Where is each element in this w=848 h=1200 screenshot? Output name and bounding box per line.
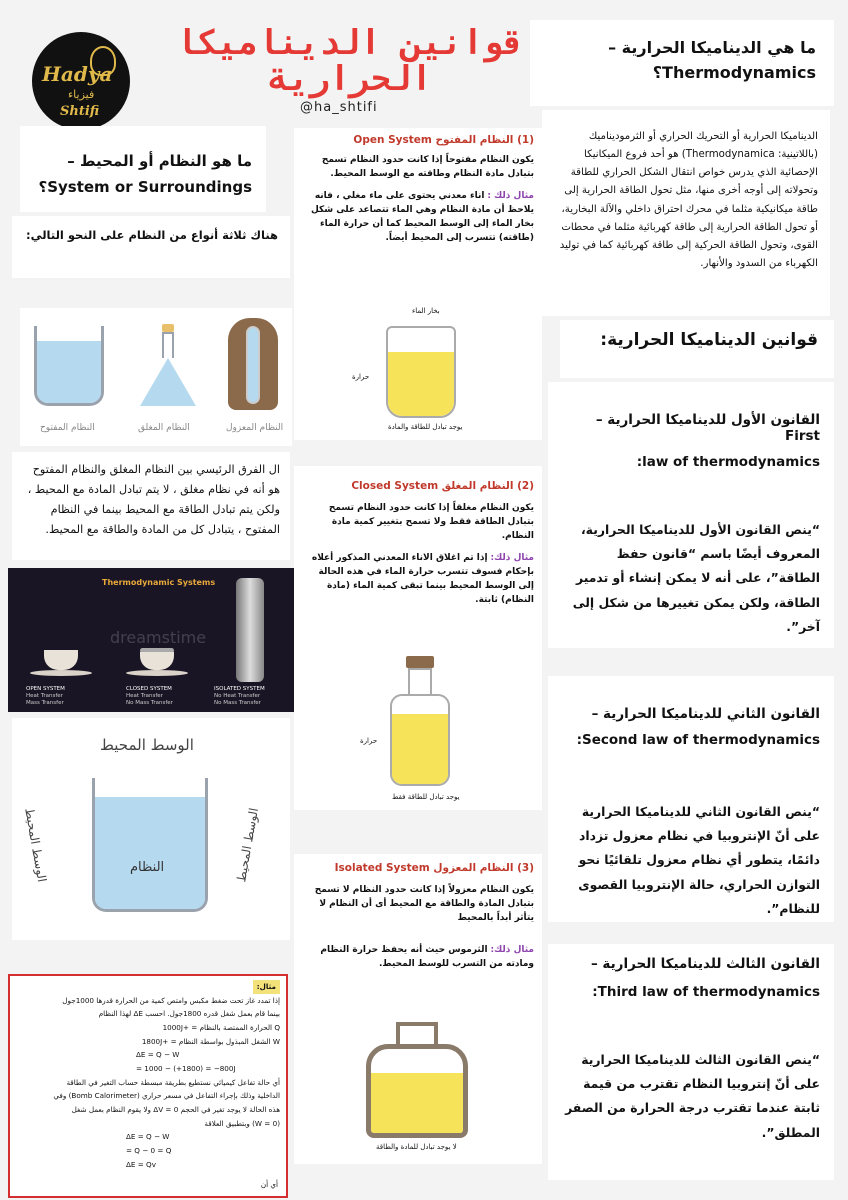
first-law-text: “ينص القانون الأول للديناميكا الحرارية، المعروف أيضًا باسم “قانون حفظ الطاقة”، على أنه لا يمكن إنشاء أو تدمير الطاقة، ولكن يمكن تغييرها من شكل إلى آخر”. bbox=[572, 522, 820, 634]
example-line-8: الداخلية وذلك بإجراء التفاعل في مسعر حراري (Bomb Calorimeter) وفي bbox=[53, 1091, 280, 1101]
definition-text: الديناميكا الحرارية أو التحريك الحراري أو الثرموديناميك (باللاتينية: Thermodynamica) هو أحد فروع الميكانيكا الإحصائية الذي يدرس خواص انتقال الشكل الحراري للطاقة وتحولاته إلى أوجه أخرى منها، مثل تحول الطاقة الحرارية إلى طاقة ميكانيكية مثلما في محرك احتراق داخلي والآلة البخارية، أو تحول الطاقة الحرارية إلى طاقة كهربائية مثلما في محطات القوى، وتحول الطاقة الحركية إلى طاقة كهربائية كما في توليد الكهرباء من السدود والأنهار. bbox=[559, 131, 818, 270]
thermo-title: Thermodynamic Systems bbox=[102, 578, 216, 587]
system-heading-en: System or Surroundings؟ bbox=[38, 178, 252, 196]
system-beaker bbox=[92, 778, 208, 912]
example-line-14: أي أن bbox=[260, 1180, 278, 1190]
thermos-diagram bbox=[366, 1022, 468, 1138]
heat-label-open: حرارة bbox=[352, 373, 370, 381]
first-law-heading: القانون الأول للديناميكا الحرارية – First bbox=[595, 412, 820, 444]
title-line-1: قوانين الديناميكا bbox=[176, 23, 524, 63]
open-caption: يوجد تبادل للطاقة والمادة bbox=[388, 423, 463, 431]
logo-handle: Shtifi bbox=[60, 104, 100, 119]
laws-heading: قوانين الديناميكا الحرارية: bbox=[600, 330, 818, 350]
beakers-illustration bbox=[20, 308, 292, 446]
thermodynamic-systems-image bbox=[8, 568, 296, 712]
cup-label-isolated: ISOLATED SYSTEM No Heat Transfer No Mass Transfer bbox=[214, 686, 265, 707]
closed-example-text: إذا تم اغلاق الاناء المعدني المذكور أعلاه بإحكام فسوف تتسرب حرارة الماء في هذه الحالة إلى الوسط المحيط بينما تبقى كمية الماء (مادة النظام) ثابتة. bbox=[311, 552, 534, 605]
open-example-label: مثال ذلك : bbox=[487, 190, 534, 201]
open-system-heading: (1) النظام المفتوح Open System bbox=[353, 134, 534, 146]
closed-cup bbox=[126, 648, 188, 680]
example-line-2: بينما قام بعمل شغل قدره 1800جول. احسب ΔE لهذا النظام bbox=[98, 1009, 280, 1019]
closed-system-heading: (2) النظام المغلق Closed System bbox=[351, 480, 534, 492]
isolated-system-card bbox=[294, 854, 542, 1164]
thermos-flask bbox=[236, 578, 264, 682]
example-line-9: هذه الحالة لا يوجد تغير في الحجم ΔV = 0 ولا يقوم النظام بعمل شغل bbox=[71, 1105, 280, 1115]
open-beaker bbox=[34, 326, 104, 406]
example-line-5: ΔE = Q − W bbox=[136, 1050, 180, 1060]
system-intro-card bbox=[12, 216, 290, 278]
second-law-heading: القانون الثاني للديناميكا الحرارية – bbox=[591, 706, 820, 722]
isolated-tube bbox=[228, 318, 278, 410]
difference-text: ال الفرق الرئيسي بين النظام المغلق والنظام المفتوح هو أنه في نظام مغلق ، لا يتم تبادل المادة مع المحيط ، ولكن يتم تبادل الطاقة مع المحيط بينما في النظام المفتوح ، يتبادل كل من المادة والطاقة مع المحيط. bbox=[27, 463, 280, 537]
logo-name: Hadya bbox=[42, 62, 113, 86]
example-line-7: أي حالة تفاعل كيميائي نستطيع بطريقة مبسطة حساب التغير في الطاقة bbox=[66, 1077, 280, 1087]
definition-card bbox=[542, 110, 830, 316]
closed-example-label: مثال ذلك: bbox=[490, 552, 534, 563]
example-line-12: = Q − 0 = Q bbox=[126, 1146, 172, 1156]
example-line-4: W الشغل المبذول بواسطة النظام = +1800J bbox=[141, 1036, 280, 1046]
example-line-3: Q الحرارة الممتصة بالنظام = +1000J bbox=[162, 1023, 280, 1033]
difference-card bbox=[12, 452, 290, 560]
surroundings-diagram bbox=[12, 718, 290, 940]
second-law-heading-en: Second law of thermodynamics: bbox=[576, 732, 820, 748]
what-is-heading: ما هي الديناميكا الحرارية – bbox=[608, 38, 816, 57]
open-system-card bbox=[294, 128, 542, 440]
closed-bottle-diagram bbox=[390, 656, 450, 786]
example-line-6: = 1000 − (+1800) = −800J bbox=[136, 1064, 236, 1074]
closed-caption: يوجد تبادل للطاقة فقط bbox=[392, 793, 460, 801]
third-law-card bbox=[548, 944, 834, 1180]
title-line-2: الحرارية bbox=[268, 58, 432, 99]
isolated-example-text: الثرموس حيث أنه يحفظ حرارة النظام ومادته من التسرب للوسط المحيط. bbox=[320, 944, 534, 969]
example-line-10: (W = 0) وبتطبيق العلاقة bbox=[204, 1118, 280, 1128]
third-law-heading-en: Third law of thermodynamics: bbox=[592, 984, 820, 1000]
heat-label-closed: حرارة bbox=[360, 737, 378, 745]
second-law-text: “ينص القانون الثاني للديناميكا الحرارية على أنّ الإنتروبيا في نظام معزول تزداد دائمًا، يتطور أي نظام معزول تلقائيًا نحو التوازن الحراري، حالة الإنتروبيا القصوى للنظام”. bbox=[578, 804, 820, 916]
what-is-card bbox=[530, 20, 834, 106]
system-label: النظام bbox=[130, 860, 165, 875]
watermark: dreamstime bbox=[110, 628, 207, 647]
flask bbox=[140, 324, 196, 408]
isolated-caption: لا يوجد تبادل للمادة والطاقة bbox=[376, 1143, 457, 1151]
social-handle: @ha_shtifi bbox=[300, 100, 378, 115]
beaker-label-open: النظام المفتوح bbox=[40, 423, 95, 433]
isolated-system-heading: (3) النظام المعزول Isolated System bbox=[334, 862, 534, 874]
example-box bbox=[8, 974, 288, 1198]
third-law-text: “ينص القانون الثالث للديناميكا الحرارية على أنّ إنتروبيا النظام تقترب من قيمة ثابتة عندما تقترب درجة الحرارة من الصفر المطلق”. bbox=[565, 1052, 820, 1140]
closed-system-text: يكون النظام مغلقاً إذا كانت حدود النظام تسمح بتبادل الطاقة فقط ولا تسمح بتغيير كمية مادة النظام. bbox=[328, 503, 534, 541]
surroundings-top-label: الوسط المحيط bbox=[100, 736, 194, 754]
system-heading: ما هو النظام أو المحيط – bbox=[67, 152, 252, 170]
open-system-text: يكون النظام مفتوحاً إذا كانت حدود النظام تسمح بتبادل مادة النظام وطاقته مع الوسط المحيط. bbox=[321, 155, 534, 179]
example-line-1: إذا تمدد غاز تحت ضغط مكبس وامتص كمية من الحرارة قدرها 1000جول bbox=[62, 995, 280, 1005]
example-label: مثال: bbox=[253, 980, 280, 994]
first-law-card bbox=[548, 382, 834, 648]
logo bbox=[32, 32, 130, 130]
steam-label: بخار الماء bbox=[412, 307, 440, 315]
third-law-heading: القانون الثالث للديناميكا الحرارية – bbox=[590, 956, 820, 972]
closed-system-card bbox=[294, 466, 542, 810]
beaker-label-isolated: النظام المعزول bbox=[226, 423, 284, 433]
logo-sub: فيزياء bbox=[68, 88, 95, 101]
open-beaker-diagram bbox=[386, 326, 456, 418]
system-intro: هناك ثلاثة أنواع من النظام على النحو التالي: bbox=[26, 228, 278, 242]
surroundings-right-label: الوسط المحيط bbox=[234, 806, 261, 884]
example-line-13: ΔE = Qv bbox=[126, 1159, 156, 1169]
page-title bbox=[160, 23, 540, 99]
first-law-heading-en: law of thermodynamics: bbox=[636, 454, 820, 470]
open-example-text: اناء معدني يحتوى على ماء مغلي ، فانه يلاحظ أن مادة النظام وهي الماء تتصاعد على شكل بخار الماء إلى الوسط المحيط كما أن حرارة الماء (طاقته) تتسرب إلى المحيط أيضاً. bbox=[310, 190, 534, 243]
example-line-11: ΔE = Q − W bbox=[126, 1132, 170, 1142]
open-cup bbox=[30, 648, 92, 680]
isolated-system-text: يكون النظام معزولاً إذا كانت حدود النظام لا تسمح بتبادل المادة والطاقة مع المحيط أى أن النظام لا يتأثر أبداً بالمحيط bbox=[314, 885, 534, 923]
cup-label-closed: CLOSED SYSTEM Heat Transfer No Mass Transfer bbox=[126, 686, 173, 707]
beaker-label-closed: النظام المغلق bbox=[138, 423, 190, 433]
second-law-card bbox=[548, 676, 834, 922]
isolated-example-label: مثال ذلك: bbox=[490, 944, 534, 955]
laws-heading-card bbox=[560, 320, 834, 378]
what-is-heading-en: Thermodynamics؟ bbox=[652, 63, 816, 82]
cup-label-open: OPEN SYSTEM Heat Transfer Mass Transfer bbox=[26, 686, 65, 707]
surroundings-left-label: الوسط المحيط bbox=[22, 806, 49, 884]
system-heading-card bbox=[20, 126, 266, 212]
